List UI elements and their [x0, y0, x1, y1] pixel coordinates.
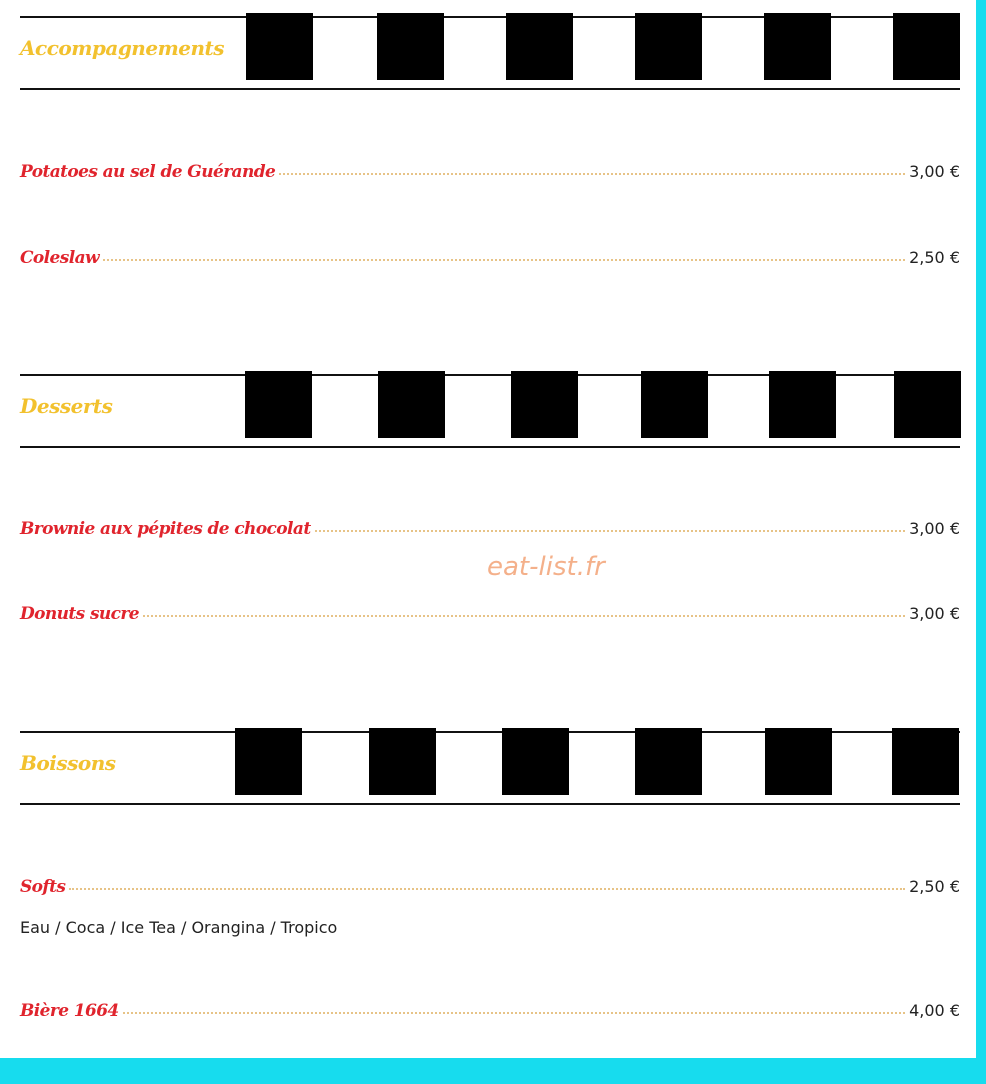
- item-name: Coleslaw: [20, 248, 100, 268]
- dot-leader: [315, 530, 906, 532]
- decorative-block: [894, 371, 961, 438]
- item-name: Bière 1664: [20, 1001, 119, 1021]
- decorative-block: [502, 728, 569, 795]
- dot-leader: [279, 173, 905, 175]
- menu-item: [20, 604, 960, 630]
- section-title: Accompagnements: [20, 36, 224, 60]
- item-price: 2,50 €: [909, 248, 960, 267]
- item-name: Brownie aux pépites de chocolat: [20, 519, 311, 539]
- dot-leader: [143, 615, 905, 617]
- section-title: Boissons: [20, 751, 116, 775]
- item-price: 3,00 €: [909, 162, 960, 181]
- decorative-block: [765, 728, 832, 795]
- item-price: 2,50 €: [909, 877, 960, 896]
- decorative-block: [641, 371, 708, 438]
- menu-item: [20, 248, 960, 274]
- dot-leader: [69, 888, 905, 890]
- menu-item: [20, 162, 960, 188]
- decorative-block: [635, 13, 702, 80]
- dot-leader: [123, 1012, 905, 1014]
- decorative-block: [506, 13, 573, 80]
- item-price: 3,00 €: [909, 519, 960, 538]
- decorative-block: [378, 371, 445, 438]
- decorative-block: [369, 728, 436, 795]
- section-header-desserts: [20, 374, 960, 448]
- decorative-block: [235, 728, 302, 795]
- decorative-block: [511, 371, 578, 438]
- decorative-block: [245, 371, 312, 438]
- decorative-block: [893, 13, 960, 80]
- decorative-block: [635, 728, 702, 795]
- section-header-boissons: [20, 731, 960, 805]
- decorative-block: [892, 728, 959, 795]
- decorative-block: [764, 13, 831, 80]
- decorative-block: [769, 371, 836, 438]
- menu-item: [20, 519, 960, 545]
- item-description: Eau / Coca / Ice Tea / Orangina / Tropico: [20, 918, 338, 937]
- dot-leader: [103, 259, 905, 261]
- menu-item: [20, 877, 960, 903]
- item-name: Potatoes au sel de Guérande: [20, 162, 276, 182]
- decorative-block: [377, 13, 444, 80]
- section-header-accompagnements: [20, 16, 960, 90]
- section-title: Desserts: [20, 394, 113, 418]
- item-name: Donuts sucre: [20, 604, 139, 624]
- item-name: Softs: [20, 877, 66, 897]
- menu-item: [20, 1001, 960, 1027]
- decorative-block: [246, 13, 313, 80]
- watermark-text: eat-list.fr: [487, 552, 605, 582]
- item-price: 3,00 €: [909, 604, 960, 623]
- item-price: 4,00 €: [909, 1001, 960, 1020]
